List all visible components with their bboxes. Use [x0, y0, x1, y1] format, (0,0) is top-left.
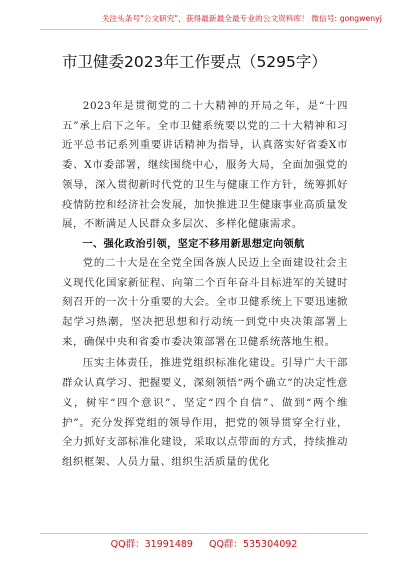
- footer-contact: [0, 539, 408, 551]
- section-heading-1: 一、强化政治引领，坚定不移用新思想定向领航: [82, 238, 305, 250]
- document-body: [62, 97, 348, 473]
- footer-divider: [40, 533, 368, 534]
- footer-qq-group-b: QQ群：535304092: [208, 539, 298, 550]
- section-1-paragraph-2: 压实主体责任，推进党组织标准化建设。引导广大干部群众认真学习、把握要义，深刻领悟“两个确立”的决定性意义，树牢“四个意识”、坚定“四个自信”、做到“两个维护”。充分发挥党组的领导作用，把党的领导贯穿全行业，全力抓好支部标准化建设，采取以点带面的方式，持续推动组织框架、人员力量、组织生活质量的优化: [62, 357, 348, 468]
- document-title: 市卫健委2023年工作要点（5295字）: [62, 53, 327, 71]
- header-divider: [40, 29, 368, 30]
- section-1-paragraph-1: 党的二十大是在全党全国各族人民迈上全面建设社会主义现代化国家新征程、向第二个百年奋斗目标进军的关键时刻召开的一次十分重要的大会。全市卫健系统上下要迅速掀起学习热潮，坚决把思想和行动统一到党中央决策部署上来，确保中央和省委市委决策部署在卫健系统落地生根。: [62, 256, 348, 348]
- footer-qq-group-a: QQ群：31991489: [110, 539, 193, 550]
- intro-paragraph: 2023年是贯彻党的二十大精神的开局之年，是“十四五”承上启下之年。全市卫健系统要以党的二十大精神和习近平总书记系列重要讲话精神为指导，认真落实好省委X市委、X市委部署，继续围绕中心，服务大局，全面加强党的领导，深入贯彻新时代党的卫生与健康工作方针，统筹抓好疫情防控和经济社会发展，加快推进卫生健康事业高质量发展，不断满足人民群众多层次、多样化健康需求。: [62, 100, 348, 231]
- header-banner: 关注头条号"公文研究"，获得最新最全最专业的公文资料库！ 微信号: gongwenyj: [101, 14, 382, 23]
